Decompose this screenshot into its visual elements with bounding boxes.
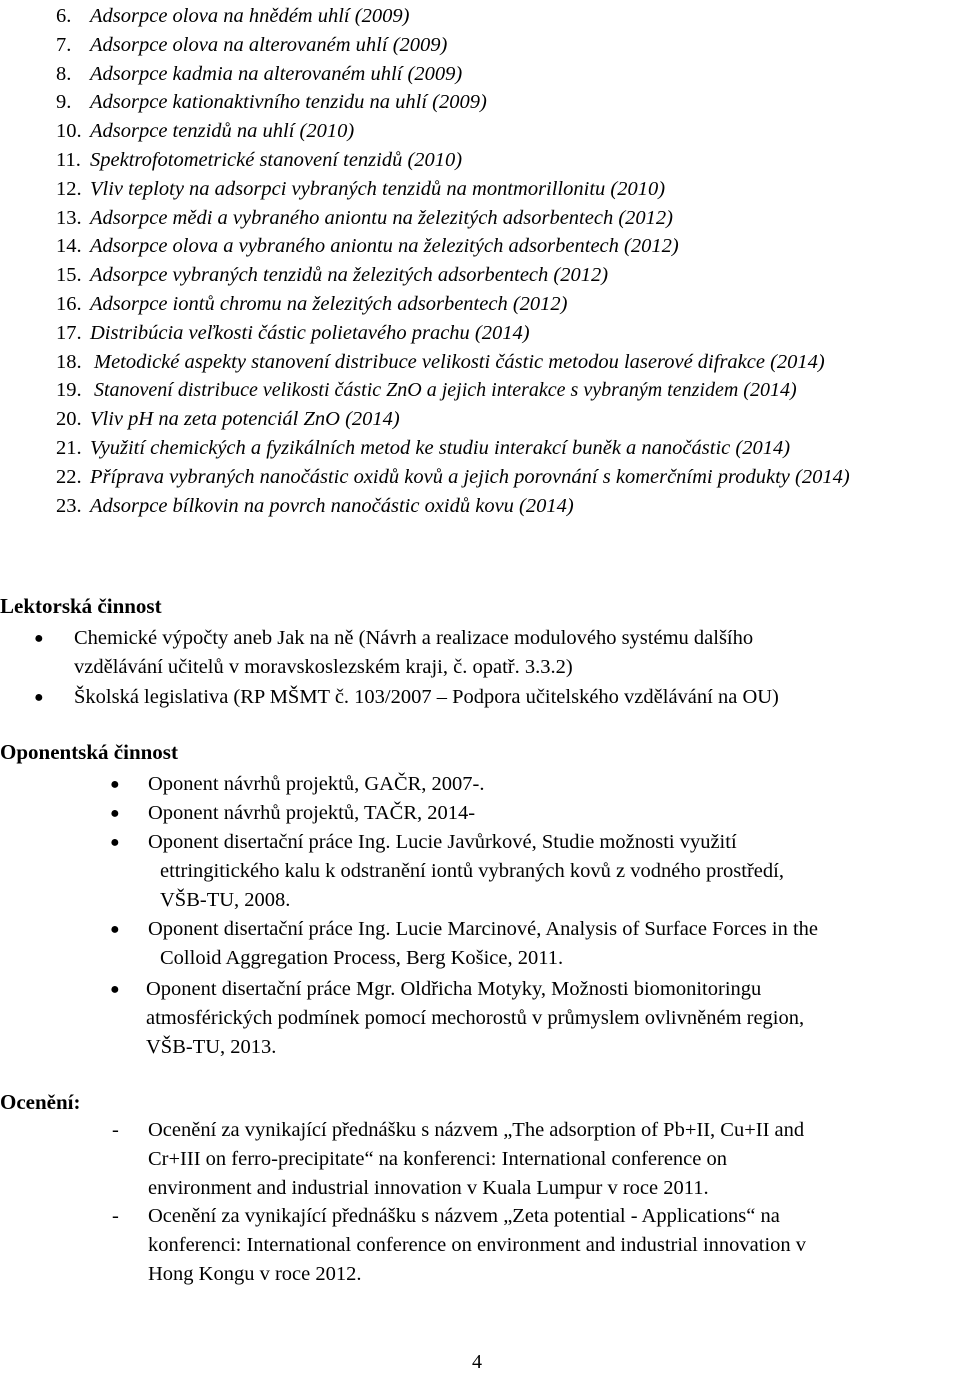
list-item: 22. Příprava vybraných nanočástic oxidů kovů a jejich porovnání s komerčními produkty (2014) [56,465,850,488]
list-item: ● Chemické výpočty aneb Jak na ně (Návrh a realizace modulového systému dalšího vzdělávání učitelů v moravskoslezském kraji, č. opatř. 3.3.2) [34,624,753,682]
list-item: 6. Adsorpce olova na hnědém uhlí (2009) [56,5,410,27]
lektorska-heading: Lektorská činnost [0,594,162,618]
list-item: ● Oponent disertační práce Ing. Lucie Marcinové, Analysis of Surface Forces in the Colloid Aggregation Process, Berg Košice, 2011. [110,915,818,973]
bullet-icon: ● [34,630,44,647]
list-item: - Ocenění za vynikající přednášku s názvem „Zeta potential - Applications“ na konferenci: International conference on environment and industrial innovation v Hong Kongu v roce 2012. [112,1202,948,1289]
list-item: 21. Využití chemických a fyzikálních metod ke studiu interakcí buněk a nanočástic (2014) [56,436,791,459]
list-item: ● Školská legislativa (RP MŠMT č. 103/2007 – Podpora učitelského vzdělávání na OU) [34,683,779,712]
bullet-icon: ● [110,776,120,793]
list-item: 14. Adsorpce olova a vybraného aniontu na železitých adsorbentech (2012) [56,235,679,258]
dash-marker: - [112,1205,119,1227]
publication-list [56,2,960,520]
list-item: 9. Adsorpce kationaktivního tenzidu na uhlí (2009) [56,91,487,114]
oceneni-heading: Ocenění: [0,1090,81,1114]
bullet-icon: ● [110,805,120,822]
list-item: ● Oponent návrhů projektů, TAČR, 2014- [110,799,475,828]
list-item: 12. Vliv teploty na adsorpci vybraných tenzidů na montmorillonitu (2010) [56,177,666,200]
list-item: 8. Adsorpce kadmia na alterovaném uhlí (2009) [56,62,463,85]
list-item: 18. Metodické aspekty stanovení distribuce velikosti částic metodou laserové difrakce (2014) [56,350,825,373]
bullet-icon: ● [110,834,120,851]
list-item: 23. Adsorpce bílkovin na povrch nanočástic oxidů kovu (2014) [56,494,574,517]
list-item: 20. Vliv pH na zeta potenciál ZnO (2014) [56,408,400,431]
list-item: 19. Stanovení distribuce velikosti částic ZnO a jejich interakce s vybraným tenzidem (2014) [56,379,797,402]
page-number: 4 [472,1351,482,1373]
list-item: ● Oponent návrhů projektů, GAČR, 2007-. [110,770,485,799]
bullet-icon: ● [110,981,120,998]
bullet-icon: ● [110,921,120,938]
list-item: - Ocenění za vynikající přednášku s názvem „The adsorption of Pb+II, Cu+II and Cr+III on ferro-precipitate“ na konferenci: International conference on environment and industrial innovation v Kuala Lumpur v roce 2011. [112,1116,948,1203]
list-item: ● Oponent disertační práce Ing. Lucie Javůrkové, Studie možnosti využití ettringitického kalu k odstranění iontů vybraných kovů z vodného prostředí, VŠB-TU, 2008. [110,828,784,915]
list-item: 17. Distribúcia veľkosti částic polietavého prachu (2014) [56,321,530,344]
list-item: 10. Adsorpce tenzidů na uhlí (2010) [56,120,355,143]
list-item: 11. Spektrofotometrické stanovení tenzidů (2010) [56,148,463,171]
list-item: 16. Adsorpce iontů chromu na železitých adsorbentech (2012) [56,292,568,315]
list-item: ● Oponent disertační práce Mgr. Oldřicha Motyky, Možnosti biomonitoringu atmosférických podmínek pomocí mechorostů v průmyslem ovlivněném region, VŠB-TU, 2013. [110,975,804,1062]
dash-marker: - [112,1119,119,1141]
list-item: 7. Adsorpce olova na alterovaném uhlí (2009) [56,33,448,56]
list-item: 15. Adsorpce vybraných tenzidů na železitých adsorbentech (2012) [56,264,609,287]
list-item: 13. Adsorpce mědi a vybraného aniontu na železitých adsorbentech (2012) [56,206,673,229]
bullet-icon: ● [34,689,44,706]
oponentska-heading: Oponentská činnost [0,740,178,764]
